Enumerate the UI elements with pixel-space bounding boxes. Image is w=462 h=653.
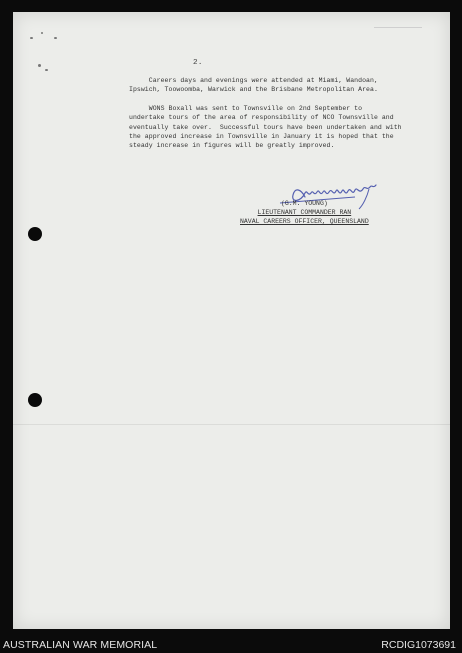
- paper-speck: [30, 37, 33, 39]
- paragraph-townsville: WONS Boxall was sent to Townsville on 2nd September to undertake tours of the area of responsibility of NCO Townsville and eventually take over. Successful tours have been undertaken and with the approved increase in Townsville in January it is hoped that the steady increase in figures will be greatly improved.: [129, 105, 402, 150]
- archive-name: AUSTRALIAN WAR MEMORIAL: [3, 639, 158, 651]
- signature-block: [240, 199, 369, 226]
- paragraph-careers-days: Careers days and evenings were attended at Miami, Wandoan, Ipswich, Toowoomba, Warwick and the Brisbane Metropolitan Area.: [129, 77, 378, 94]
- signatory-title: NAVAL CAREERS OFFICER, QUEENSLAND: [240, 218, 369, 225]
- signatory-name: (G.M. YOUNG): [280, 200, 328, 207]
- paper-speck: [54, 37, 57, 39]
- signatory-rank: LIEUTENANT COMMANDER RAN: [257, 209, 352, 216]
- paper-fold: [13, 424, 450, 425]
- paper-speck: [41, 32, 43, 34]
- paper-speck: [45, 69, 48, 71]
- punch-hole: [28, 393, 42, 407]
- page-number: 2.: [193, 59, 203, 67]
- record-id: RCDIG1073691: [381, 639, 456, 651]
- edge-mark: [374, 27, 422, 28]
- archive-footer: [0, 636, 462, 653]
- punch-hole: [28, 227, 42, 241]
- paper-speck: [38, 64, 41, 67]
- document-page: [13, 12, 450, 629]
